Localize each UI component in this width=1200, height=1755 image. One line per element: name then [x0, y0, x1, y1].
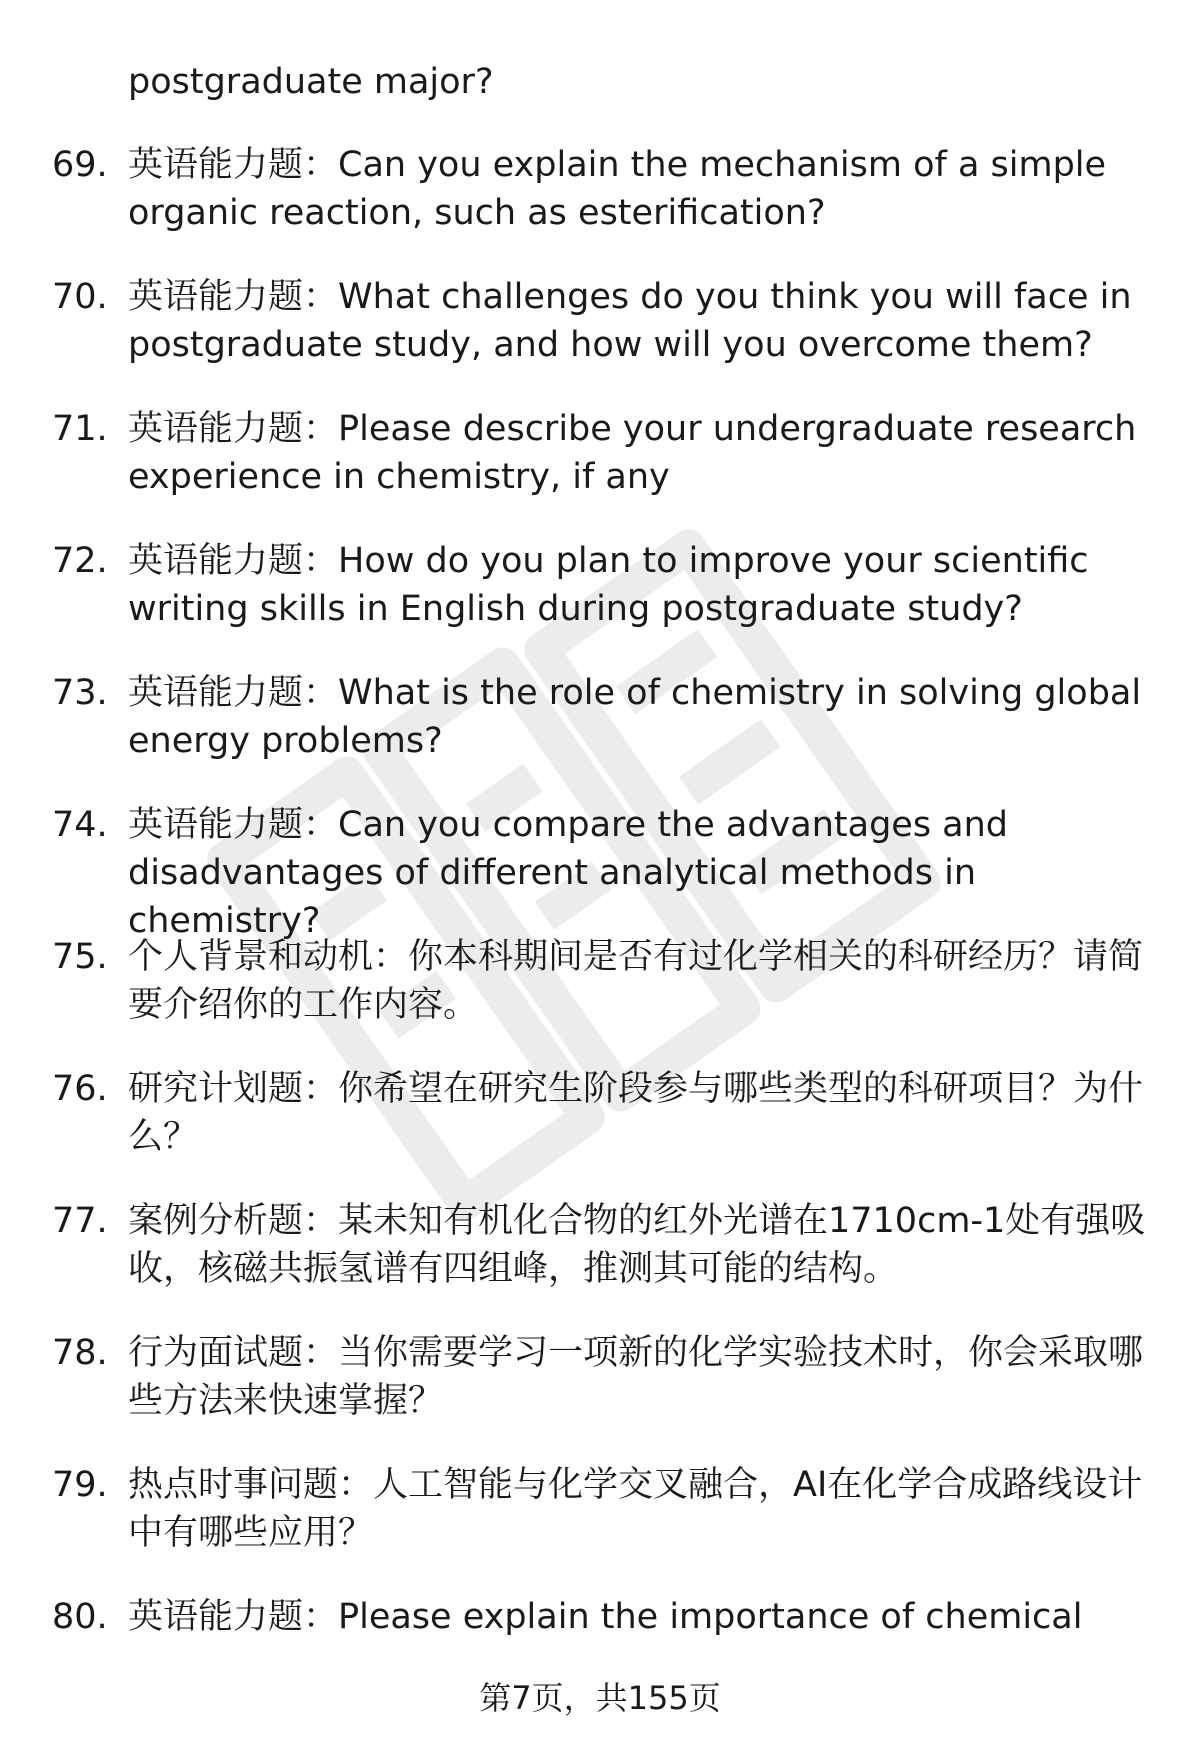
question-item: [52, 669, 1158, 765]
question-item: [52, 933, 1158, 1029]
question-text: 英语能力题：Can you explain the mechanism of a simple organic reaction, such as esterification?: [128, 145, 1107, 233]
question-text: 英语能力题：Can you compare the advantages and disadvantages of different analytical methods in chemistry?: [128, 805, 1009, 941]
question-item: [52, 1461, 1158, 1557]
question-item: [52, 537, 1158, 633]
question-item: [52, 141, 1158, 237]
question-item: [52, 1593, 1158, 1689]
question-text: 个人背景和动机：你本科期间是否有过化学相关的科研经历？请简要介绍你的工作内容。: [128, 937, 1144, 1025]
continuation-text: postgraduate major?: [128, 62, 494, 102]
question-text: 行为面试题：当你需要学习一项新的化学实验技术时，你会采取哪些方法来快速掌握？: [128, 1333, 1144, 1421]
question-number: 76.: [52, 1069, 108, 1109]
question-item: [52, 1065, 1158, 1161]
question-number: 79.: [52, 1465, 108, 1505]
question-number: 72.: [52, 541, 108, 581]
question-number: 73.: [52, 673, 108, 713]
question-number: 71.: [52, 409, 108, 449]
question-item: [52, 273, 1158, 369]
question-number: 80.: [52, 1597, 108, 1637]
question-item: [52, 1329, 1158, 1425]
question-text: 英语能力题：How do you plan to improve your scientific writing skills in English during postgraduate study?: [128, 541, 1089, 629]
question-text: 英语能力题：Please describe your undergraduate research experience in chemistry, if any: [128, 409, 1137, 497]
question-text: 热点时事问题：人工智能与化学交叉融合，AI在化学合成路线设计中有哪些应用？: [128, 1465, 1143, 1553]
question-number: 69.: [52, 145, 108, 185]
question-item: [52, 1197, 1158, 1293]
question-text: 英语能力题：What challenges do you think you will face in postgraduate study, and how will you overcome them?: [128, 277, 1132, 365]
question-text: 英语能力题：What is the role of chemistry in solving global energy problems?: [128, 673, 1142, 761]
question-number: 78.: [52, 1333, 108, 1373]
question-number: 75.: [52, 937, 108, 977]
page-number-footer: 第7页，共155页: [479, 1679, 721, 1717]
question-text: 英语能力题：Please explain the importance of chemical: [128, 1597, 1083, 1637]
question-item: [52, 405, 1158, 501]
question-text: 研究计划题：你希望在研究生阶段参与哪些类型的科研项目？为什么？: [128, 1069, 1144, 1157]
question-item: [52, 801, 1158, 941]
question-number: 74.: [52, 805, 108, 845]
question-list: [52, 141, 1158, 1725]
question-number: 77.: [52, 1201, 108, 1241]
question-number: 70.: [52, 277, 108, 317]
question-text: 案例分析题：某未知有机化合物的红外光谱在1710cm-1处有强吸收，核磁共振氢谱有四组峰，推测其可能的结构。: [128, 1201, 1146, 1289]
